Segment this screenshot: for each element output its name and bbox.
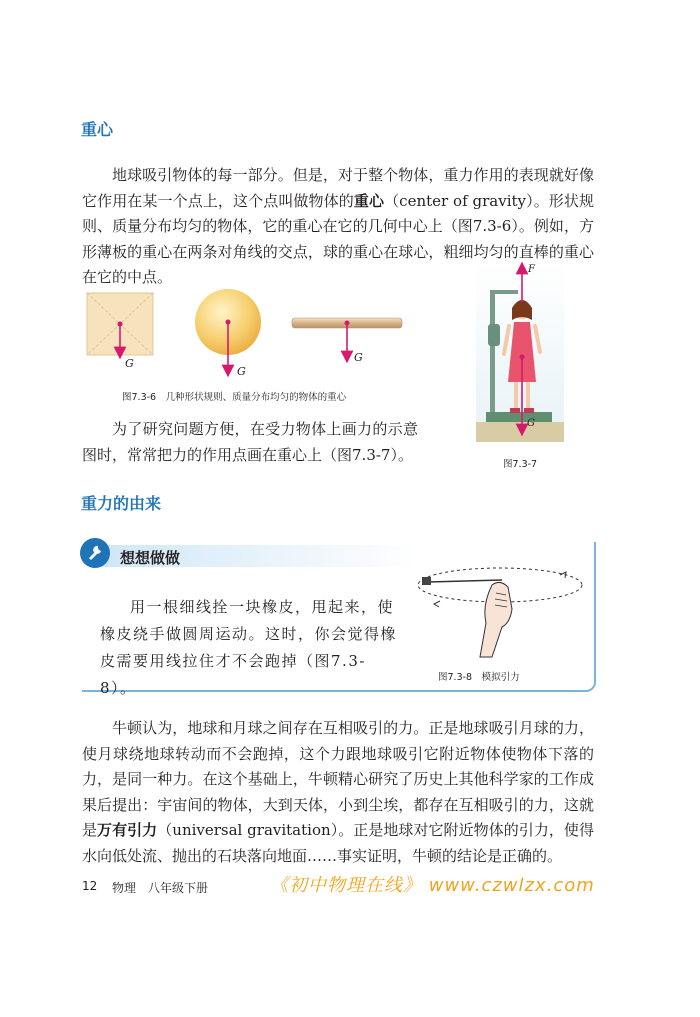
figure-7-3-8-caption: 图7.3-8 模拟引力 xyxy=(438,672,520,683)
label-f: F xyxy=(528,264,535,275)
figure-7-3-7 xyxy=(476,262,564,442)
paragraph-force-diagram: 为了研究问题方便，在受力物体上画力的示意图时，常常把力的作用点画在重心上（图7.3-7）。 xyxy=(82,420,418,464)
ball xyxy=(195,289,261,371)
label-g-girl: G xyxy=(527,418,535,429)
figure-7-3-7-caption: 图7.3-7 xyxy=(503,459,538,470)
label-g-square: G xyxy=(125,357,134,370)
figure-7-3-6-caption: 图7.3-6 几种形状规则、质量分布均匀的物体的重心 xyxy=(122,392,347,403)
paragraph-text: （center of gravity）。形状规则、质量分布均匀的物体，它的重心在它的几何中心上（图7.3-6）。例如，方形薄板的重心在两条对角线的交点，球的重心在球心，粗细均匀的直棒的重心在它的中点。 xyxy=(82,191,594,286)
figure-7-3-8 xyxy=(410,565,590,660)
rod xyxy=(292,318,402,357)
label-g-rod: G xyxy=(354,351,363,364)
label-g-ball: G xyxy=(237,365,246,378)
paragraph-text: 地球吸引物体的每一部分。但是，对于整个物体，重力作用的表现就好像它作用在某一个点上，这个点叫做物体的 xyxy=(82,166,594,210)
term-center-of-gravity: 重心 xyxy=(353,191,385,210)
paragraph-text: （universal gravitation）。正是地球对它附近物体的引力，使得水向低处流、抛出的石块落向地面……事实证明，牛顿的结论是正确的。 xyxy=(82,821,594,865)
paragraph-text: 牛顿认为，地球和月球之间存在互相吸引的力。正是地球吸引月球的力，使月球绕地球转动而不会跑掉，这个力跟地球吸引它附近物体使物体下落的力，是同一种力。在这个基础上，牛顿精心研究了历史上其他科学家的工作成果后提出：宇宙间的物体，大到天体，小到尘埃，都存在互相吸引的力，这就是 xyxy=(82,719,594,839)
section-heading-origin-of-gravity: 重力的由来 xyxy=(81,494,162,513)
wrench-icon xyxy=(80,538,110,568)
section-heading-center-of-gravity: 重心 xyxy=(81,120,114,139)
paragraph-universal-gravitation xyxy=(82,716,594,869)
activity-text: 用一根细线拴一块橡皮，甩起来，使橡皮绕手做圆周运动。这时，你会觉得橡皮需要用线拉住才不会跑掉（图7.3-8）。 xyxy=(100,598,398,697)
square-plate xyxy=(87,293,153,355)
book-title: 物理 八年级下册 xyxy=(112,881,209,895)
activity-title: 想想做做 xyxy=(120,549,181,567)
watermark: 《初中物理在线》 www.czwlzx.com xyxy=(270,875,595,896)
term-universal-gravitation: 万有引力 xyxy=(97,821,158,839)
page-number: 12 xyxy=(82,879,98,893)
